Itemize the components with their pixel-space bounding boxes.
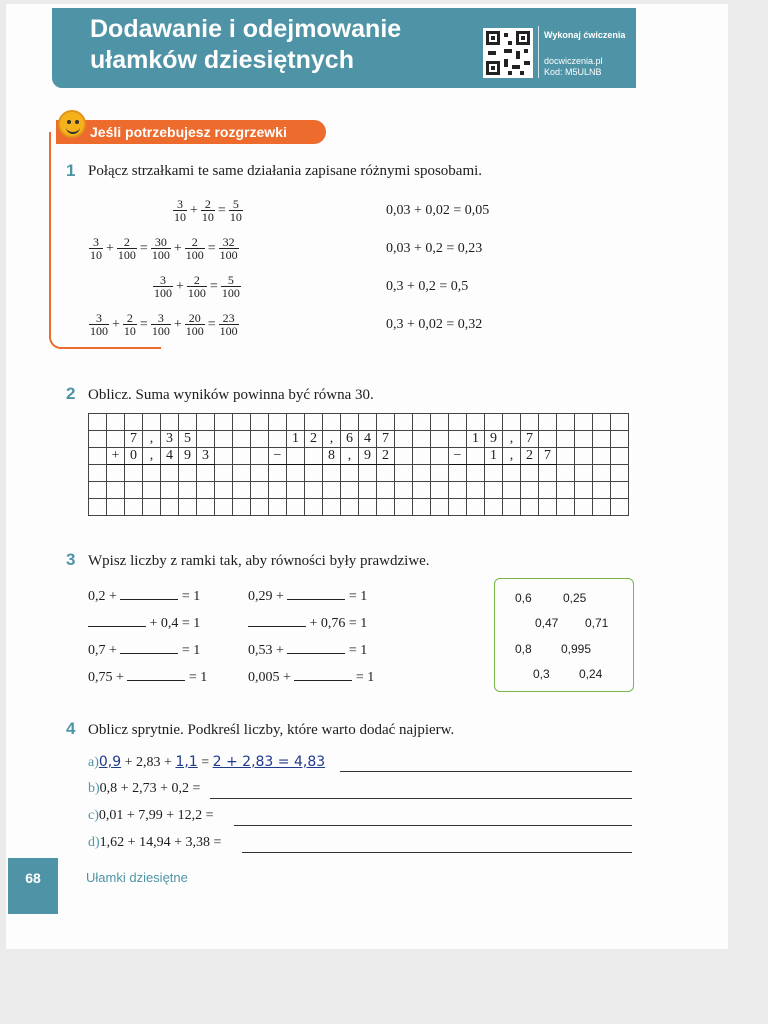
task-4-number: 4 [66,719,76,738]
answer-blank[interactable] [120,641,178,654]
task-3-row-2-right: + 0,76 = 1 [248,614,367,632]
box-number: 0,6 [515,591,532,605]
underlined-number: 1,1 [175,754,198,770]
task-3-row-2-left: + 0,4 = 1 [88,614,200,632]
task-3-row-1-left: 0,2 + = 1 [88,589,201,604]
grid-row [89,482,629,499]
grid-row-calc-top: 7 , 3 5 1 2 , 6 4 7 1 9 , 7 [89,431,629,448]
qr-code-icon[interactable] [483,28,533,78]
task-3-number: 3 [66,550,76,569]
task-4-a-answer[interactable]: 2 + 2,83 = 4,83 [212,754,326,770]
task-3-row-3-left: 0,7 + = 1 [88,643,201,658]
task-1-number: 1 [66,161,76,180]
task-1-left-1: $\frac{3}{10}$ + $\frac{2}{10}$ = $\frac{5}{10}$ [174,197,242,224]
task-2-instruction: Oblicz. Suma wyników powinna być równa 30. [88,387,374,403]
task-1-right-1: 0,03 + 0,02 = 0,05 [386,203,490,218]
task-4-instruction: Oblicz sprytnie. Podkreśl liczby, które warto dodać najpierw. [88,722,455,738]
task-4-c: c)0,01 + 7,99 + 12,2 = [88,808,214,823]
task-4-a-letter: a) [88,755,99,770]
box-number: 0,24 [579,667,603,681]
task-2-grid[interactable] [88,413,629,516]
answer-blank[interactable] [287,641,345,654]
task-4-b: b)0,8 + 2,73 + 0,2 = [88,781,201,796]
answer-blank[interactable] [120,587,178,600]
task-1-right-3: 0,3 + 0,2 = 0,5 [386,279,469,294]
task-4-d: d)1,62 + 14,94 + 3,38 = [88,835,222,850]
answer-blank[interactable] [248,614,306,627]
answer-line[interactable] [234,825,632,826]
task-1-left-3: $\frac{3}{100}$ + $\frac{2}{100}$ = $\frac{5}{100}$ [154,273,240,300]
box-number: 0,995 [561,642,592,656]
task-2-number: 2 [66,384,76,403]
task-3-row-4-left: 0,75 + = 1 [88,670,208,685]
answer-line [340,771,632,772]
grid-row [89,499,629,516]
answer-blank[interactable] [127,668,185,681]
page-number: 68 [8,858,58,914]
task-1-left-2: $\frac{3}{10}$ + $\frac{2}{100}$ = $\frac{30}{100}$ + $\frac{2}{100}$ = $\frac{32}{100}$ [90,235,238,262]
warmup-banner: Jeśli potrzebujesz rozgrzewki [56,120,326,144]
task-1-left-4: $\frac{3}{100}$ + $\frac{2}{10}$ = $\frac{3}{100}$ + $\frac{20}{100}$ = $\frac{23}{100}$ [90,311,238,338]
site-label[interactable]: docwiczenia.pl [544,56,603,66]
underlined-number: 0,9 [98,754,122,770]
task-1-instruction: Połącz strzałkami te same działania zapisane różnymi sposobami. [88,163,483,179]
grid-row-calc-bottom: + 0 , 4 9 3 − 8 , 9 2 − 1 , 2 7 [89,448,629,465]
box-number: 0,25 [563,591,587,605]
answer-blank[interactable] [294,668,352,681]
title-line-2: ułamków dziesiętnych [90,46,354,74]
title-line-1: Dodawanie i odejmowanie [90,15,402,43]
exercise-label[interactable]: Wykonaj ćwiczenia [544,30,626,40]
answer-line[interactable] [210,798,632,799]
task-3-row-3-right: 0,53 + = 1 [248,643,368,658]
section-title: Ułamki dziesiętne [86,870,188,885]
box-number: 0,47 [535,616,559,630]
task-3-instruction: Wpisz liczby z ramki tak, aby równości były prawdziwe. [88,553,430,569]
task-1-right-4: 0,3 + 0,02 = 0,32 [386,317,483,332]
task-4-a: a)0,9 + 2,83 + 1,1 = 2 + 2,83 = 4,83 [88,754,326,770]
box-number: 0,8 [515,642,532,656]
answer-blank[interactable] [88,614,146,627]
task-3-number-box [494,578,634,692]
box-number: 0,71 [585,616,609,630]
task-3-row-4-right: 0,005 + = 1 [248,670,375,685]
box-number: 0,3 [533,667,550,681]
code-label: Kod: M5ULNB [544,67,602,77]
smiley-icon [58,110,86,138]
task-1-right-2: 0,03 + 0,2 = 0,23 [386,241,483,256]
header-divider [538,26,539,78]
lesson-title [90,14,401,76]
grid-row [89,414,629,431]
answer-blank[interactable] [287,587,345,600]
grid-row [89,465,629,482]
answer-line[interactable] [242,852,632,853]
task-3-row-1-right: 0,29 + = 1 [248,589,368,604]
